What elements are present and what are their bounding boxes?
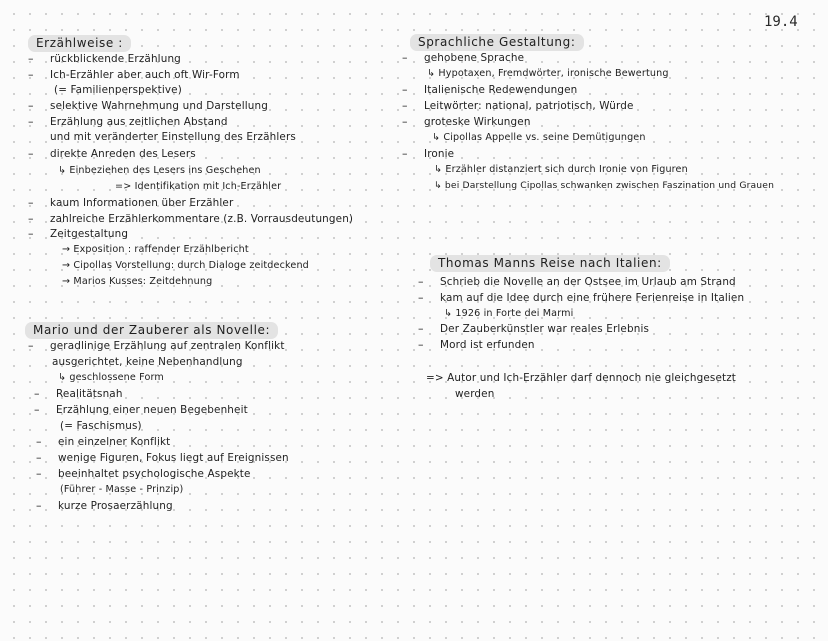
note-line: – ein einzelner Konflikt bbox=[58, 435, 170, 449]
note-line: – Leitwörter: national, patriotisch, Würde bbox=[424, 99, 634, 113]
note-line: – Italienische Redewendungen bbox=[424, 83, 577, 97]
note-line: ↳ geschlossene Form bbox=[58, 372, 164, 383]
note-line: ↳ Hypotaxen, Fremdwörter, ironische Bewertung bbox=[427, 68, 669, 79]
note-line: – beeinhaltet psychologische Aspekte bbox=[58, 467, 251, 481]
note-line: => Autor und Ich-Erzähler darf dennoch nie gleichgesetzt bbox=[426, 372, 737, 384]
heading-erzaehlweise: Erzählweise : bbox=[28, 35, 131, 52]
note-line: – Ironie bbox=[424, 147, 454, 161]
note-line: – direkte Anreden des Lesers bbox=[50, 147, 196, 161]
note-line: – kaum Informationen über Erzähler bbox=[50, 196, 233, 210]
note-line: (Führer - Masse - Prinzip) bbox=[60, 484, 184, 495]
page-number: 19.4 bbox=[764, 14, 798, 30]
note-line: – Erzählung aus zeitlichen Abstand bbox=[50, 115, 228, 129]
note-line: – Der Zauberkünstler war reales Erlebnis bbox=[440, 322, 649, 336]
note-line: ausgerichtet, keine Nebenhandlung bbox=[52, 356, 243, 368]
note-line: (= Faschismus) bbox=[60, 420, 142, 432]
note-line: – Ich-Erzähler aber auch oft Wir-Form bbox=[50, 68, 240, 82]
note-line: – groteske Wirkungen bbox=[424, 115, 531, 129]
note-line: – Schrieb die Novelle an der Ostsee im Urlaub am Strand bbox=[440, 275, 736, 289]
note-line: – Realitätsnah bbox=[56, 387, 123, 401]
note-line: ↳ Einbeziehen des Lesers ins Geschehen bbox=[58, 165, 261, 176]
note-line: (= Familienperspektive) bbox=[54, 84, 182, 96]
note-line: – rückblickende Erzählung bbox=[50, 52, 181, 66]
note-line: ↳ Erzähler distanziert sich durch Ironie von Figuren bbox=[434, 164, 688, 175]
note-line: → Marios Kusses: Zeitdehnung bbox=[62, 276, 213, 287]
note-line: – selektive Wahrnehmung und Darstellung bbox=[50, 99, 268, 113]
note-line: – geradlinige Erzählung auf zentralen Konflikt bbox=[50, 339, 285, 353]
note-line: → Cipollas Vorstellung: durch Dialoge zeitdeckend bbox=[62, 260, 309, 271]
note-line: – Erzählung einer neuen Begebenheit bbox=[56, 403, 248, 417]
note-line: werden bbox=[455, 388, 495, 400]
note-line: – wenige Figuren, Fokus liegt auf Ereignissen bbox=[58, 451, 289, 465]
heading-sprache: Sprachliche Gestaltung: bbox=[410, 34, 584, 51]
note-line: – zahlreiche Erzählerkommentare (z.B. Vorrausdeutungen) bbox=[50, 212, 353, 226]
note-line: => Identifikation mit Ich-Erzähler bbox=[115, 181, 282, 192]
heading-reise: Thomas Manns Reise nach Italien: bbox=[430, 255, 670, 272]
note-line: – gehobene Sprache bbox=[424, 51, 524, 65]
note-line: ↳ 1926 in Forte dei Marmi bbox=[444, 308, 574, 319]
note-line: ↳ Cipollas Appelle vs. seine Demütigungen bbox=[432, 132, 646, 143]
note-line: ↳ bei Darstellung Cipollas schwanken zwischen Faszination und Grauen bbox=[434, 180, 775, 191]
note-line: und mit veränderter Einstellung des Erzählers bbox=[50, 131, 296, 143]
note-line: → Exposition : raffender Erzählbericht bbox=[62, 244, 249, 255]
note-line: – kurze Prosaerzählung bbox=[58, 499, 173, 513]
note-line: – Zeitgestaltung bbox=[50, 227, 128, 241]
note-line: – Mord ist erfunden bbox=[440, 338, 535, 352]
note-line: – kam auf die Idee durch eine frühere Ferienreise in Italien bbox=[440, 291, 744, 305]
heading-novelle: Mario und der Zauberer als Novelle: bbox=[25, 322, 278, 339]
